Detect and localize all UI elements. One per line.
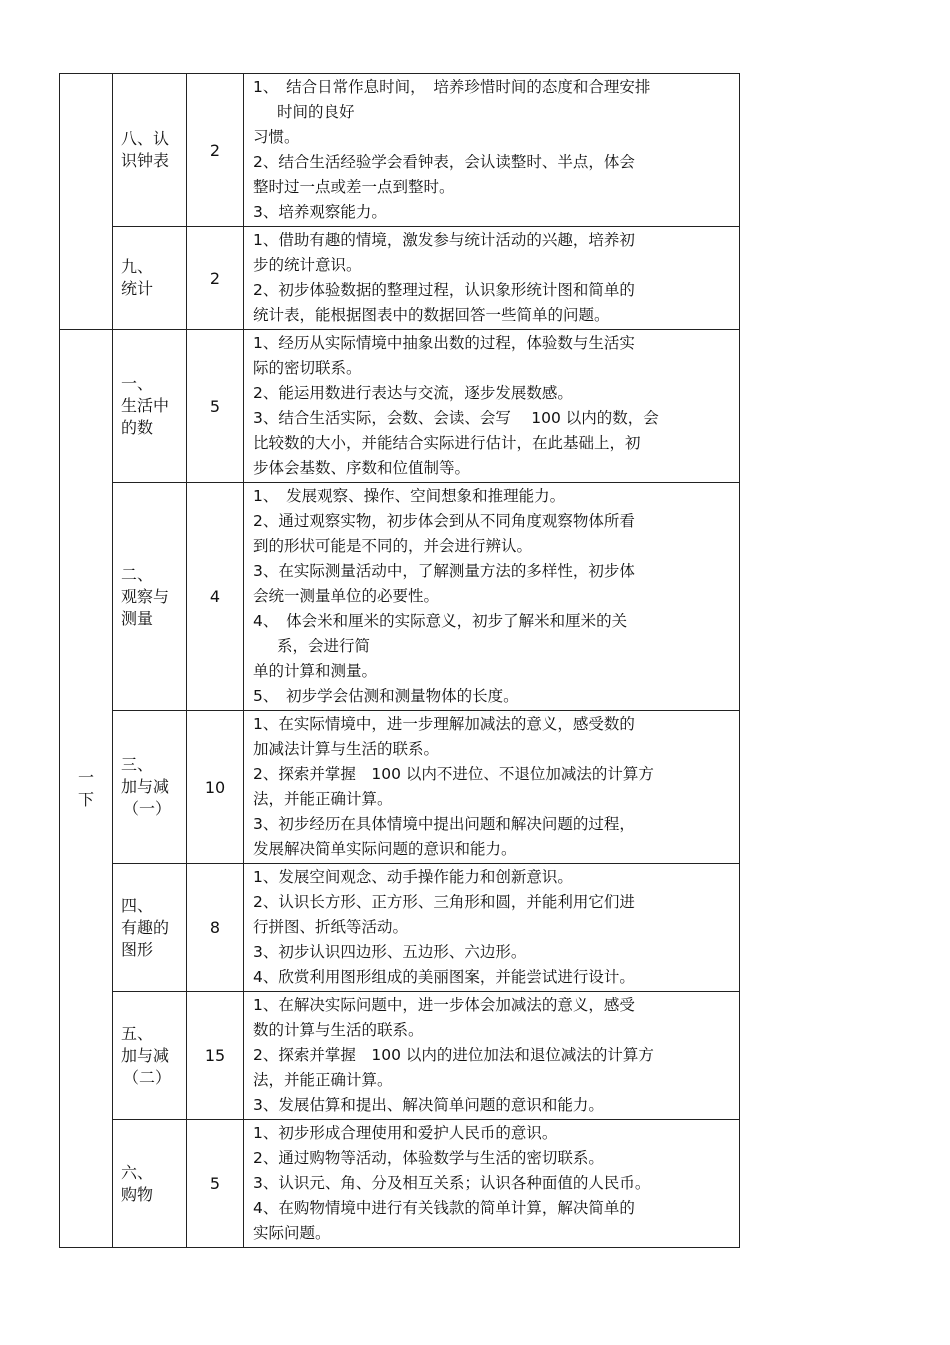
unit-cell: 一、 生活中 的数 xyxy=(113,330,187,483)
table-row xyxy=(60,483,740,711)
goals-cell: 1、 结合日常作息时间， 培养珍惜时间的态度和合理安排 时间的良好 习惯。 2、结合生活经验学会看钟表，会认读整时、半点，体会 整时过一点或差一点到整时。 3、培养观察能力。 xyxy=(244,74,740,227)
table-row xyxy=(60,74,740,227)
hours-cell: 8 xyxy=(187,864,244,992)
table-row xyxy=(60,227,740,330)
goals-cell: 1、在解决实际问题中，进一步体会加减法的意义，感受 数的计算与生活的联系。 2、探索并掌握 100 以内的进位加法和退位减法的计算方 法，并能正确计算。 3、发展估算和提出、解决简单问题的意识和能力。 xyxy=(244,992,740,1120)
hours-cell: 5 xyxy=(187,330,244,483)
unit-cell: 八、认 识钟表 xyxy=(113,74,187,227)
table-row xyxy=(60,711,740,864)
goals-cell: 1、借助有趣的情境，激发参与统计活动的兴趣，培养初 步的统计意识。 2、初步体验数据的整理过程，认识象形统计图和简单的 统计表，能根据图表中的数据回答一些简单的问题。 xyxy=(244,227,740,330)
table-row xyxy=(60,1120,740,1248)
grade-cell-upper xyxy=(60,74,113,330)
hours-cell: 5 xyxy=(187,1120,244,1248)
unit-cell: 五、 加与减 （二） xyxy=(113,992,187,1120)
table-row xyxy=(60,330,740,483)
goals-cell: 1、经历从实际情境中抽象出数的过程，体验数与生活实 际的密切联系。 2、能运用数进行表达与交流，逐步发展数感。 3、结合生活实际，会数、会读、会写 100 以内的数，会 比较数的大小，并能结合实际进行估计，在此基础上，初 步体会基数、序数和位值制等。 xyxy=(244,330,740,483)
unit-cell: 三、 加与减 （一） xyxy=(113,711,187,864)
unit-cell: 二、 观察与 测量 xyxy=(113,483,187,711)
hours-cell: 4 xyxy=(187,483,244,711)
goals-cell: 1、发展空间观念、动手操作能力和创新意识。 2、认识长方形、正方形、三角形和圆，并能利用它们进 行拼图、折纸等活动。 3、初步认识四边形、五边形、六边形。 4、欣赏利用图形组成的美丽图案，并能尝试进行设计。 xyxy=(244,864,740,992)
hours-cell: 10 xyxy=(187,711,244,864)
curriculum-table xyxy=(59,73,740,1248)
grade-cell: 一 下 xyxy=(60,330,113,1248)
table-row xyxy=(60,992,740,1120)
unit-cell: 六、 购物 xyxy=(113,1120,187,1248)
goals-cell: 1、 发展观察、操作、空间想象和推理能力。 2、通过观察实物，初步体会到从不同角度观察物体所看 到的形状可能是不同的，并会进行辨认。 3、在实际测量活动中，了解测量方法的多样性，初步体 会统一测量单位的必要性。 4、 体会米和厘米的实际意义，初步了解米和厘米的关 系，会进行简 单的计算和测量。 5、 初步学会估测和测量物体的长度。 xyxy=(244,483,740,711)
table-row xyxy=(60,864,740,992)
goals-cell: 1、在实际情境中，进一步理解加减法的意义，感受数的 加减法计算与生活的联系。 2、探索并掌握 100 以内不进位、不退位加减法的计算方 法，并能正确计算。 3、初步经历在具体情境中提出问题和解决问题的过程， 发展解决简单实际问题的意识和能力。 xyxy=(244,711,740,864)
hours-cell: 15 xyxy=(187,992,244,1120)
hours-cell: 2 xyxy=(187,227,244,330)
hours-cell: 2 xyxy=(187,74,244,227)
goals-cell: 1、初步形成合理使用和爱护人民币的意识。 2、通过购物等活动，体验数学与生活的密切联系。 3、认识元、角、分及相互关系；认识各种面值的人民币。 4、在购物情境中进行有关钱款的简单计算，解决简单的 实际问题。 xyxy=(244,1120,740,1248)
unit-cell: 九、 统计 xyxy=(113,227,187,330)
unit-cell: 四、 有趣的 图形 xyxy=(113,864,187,992)
